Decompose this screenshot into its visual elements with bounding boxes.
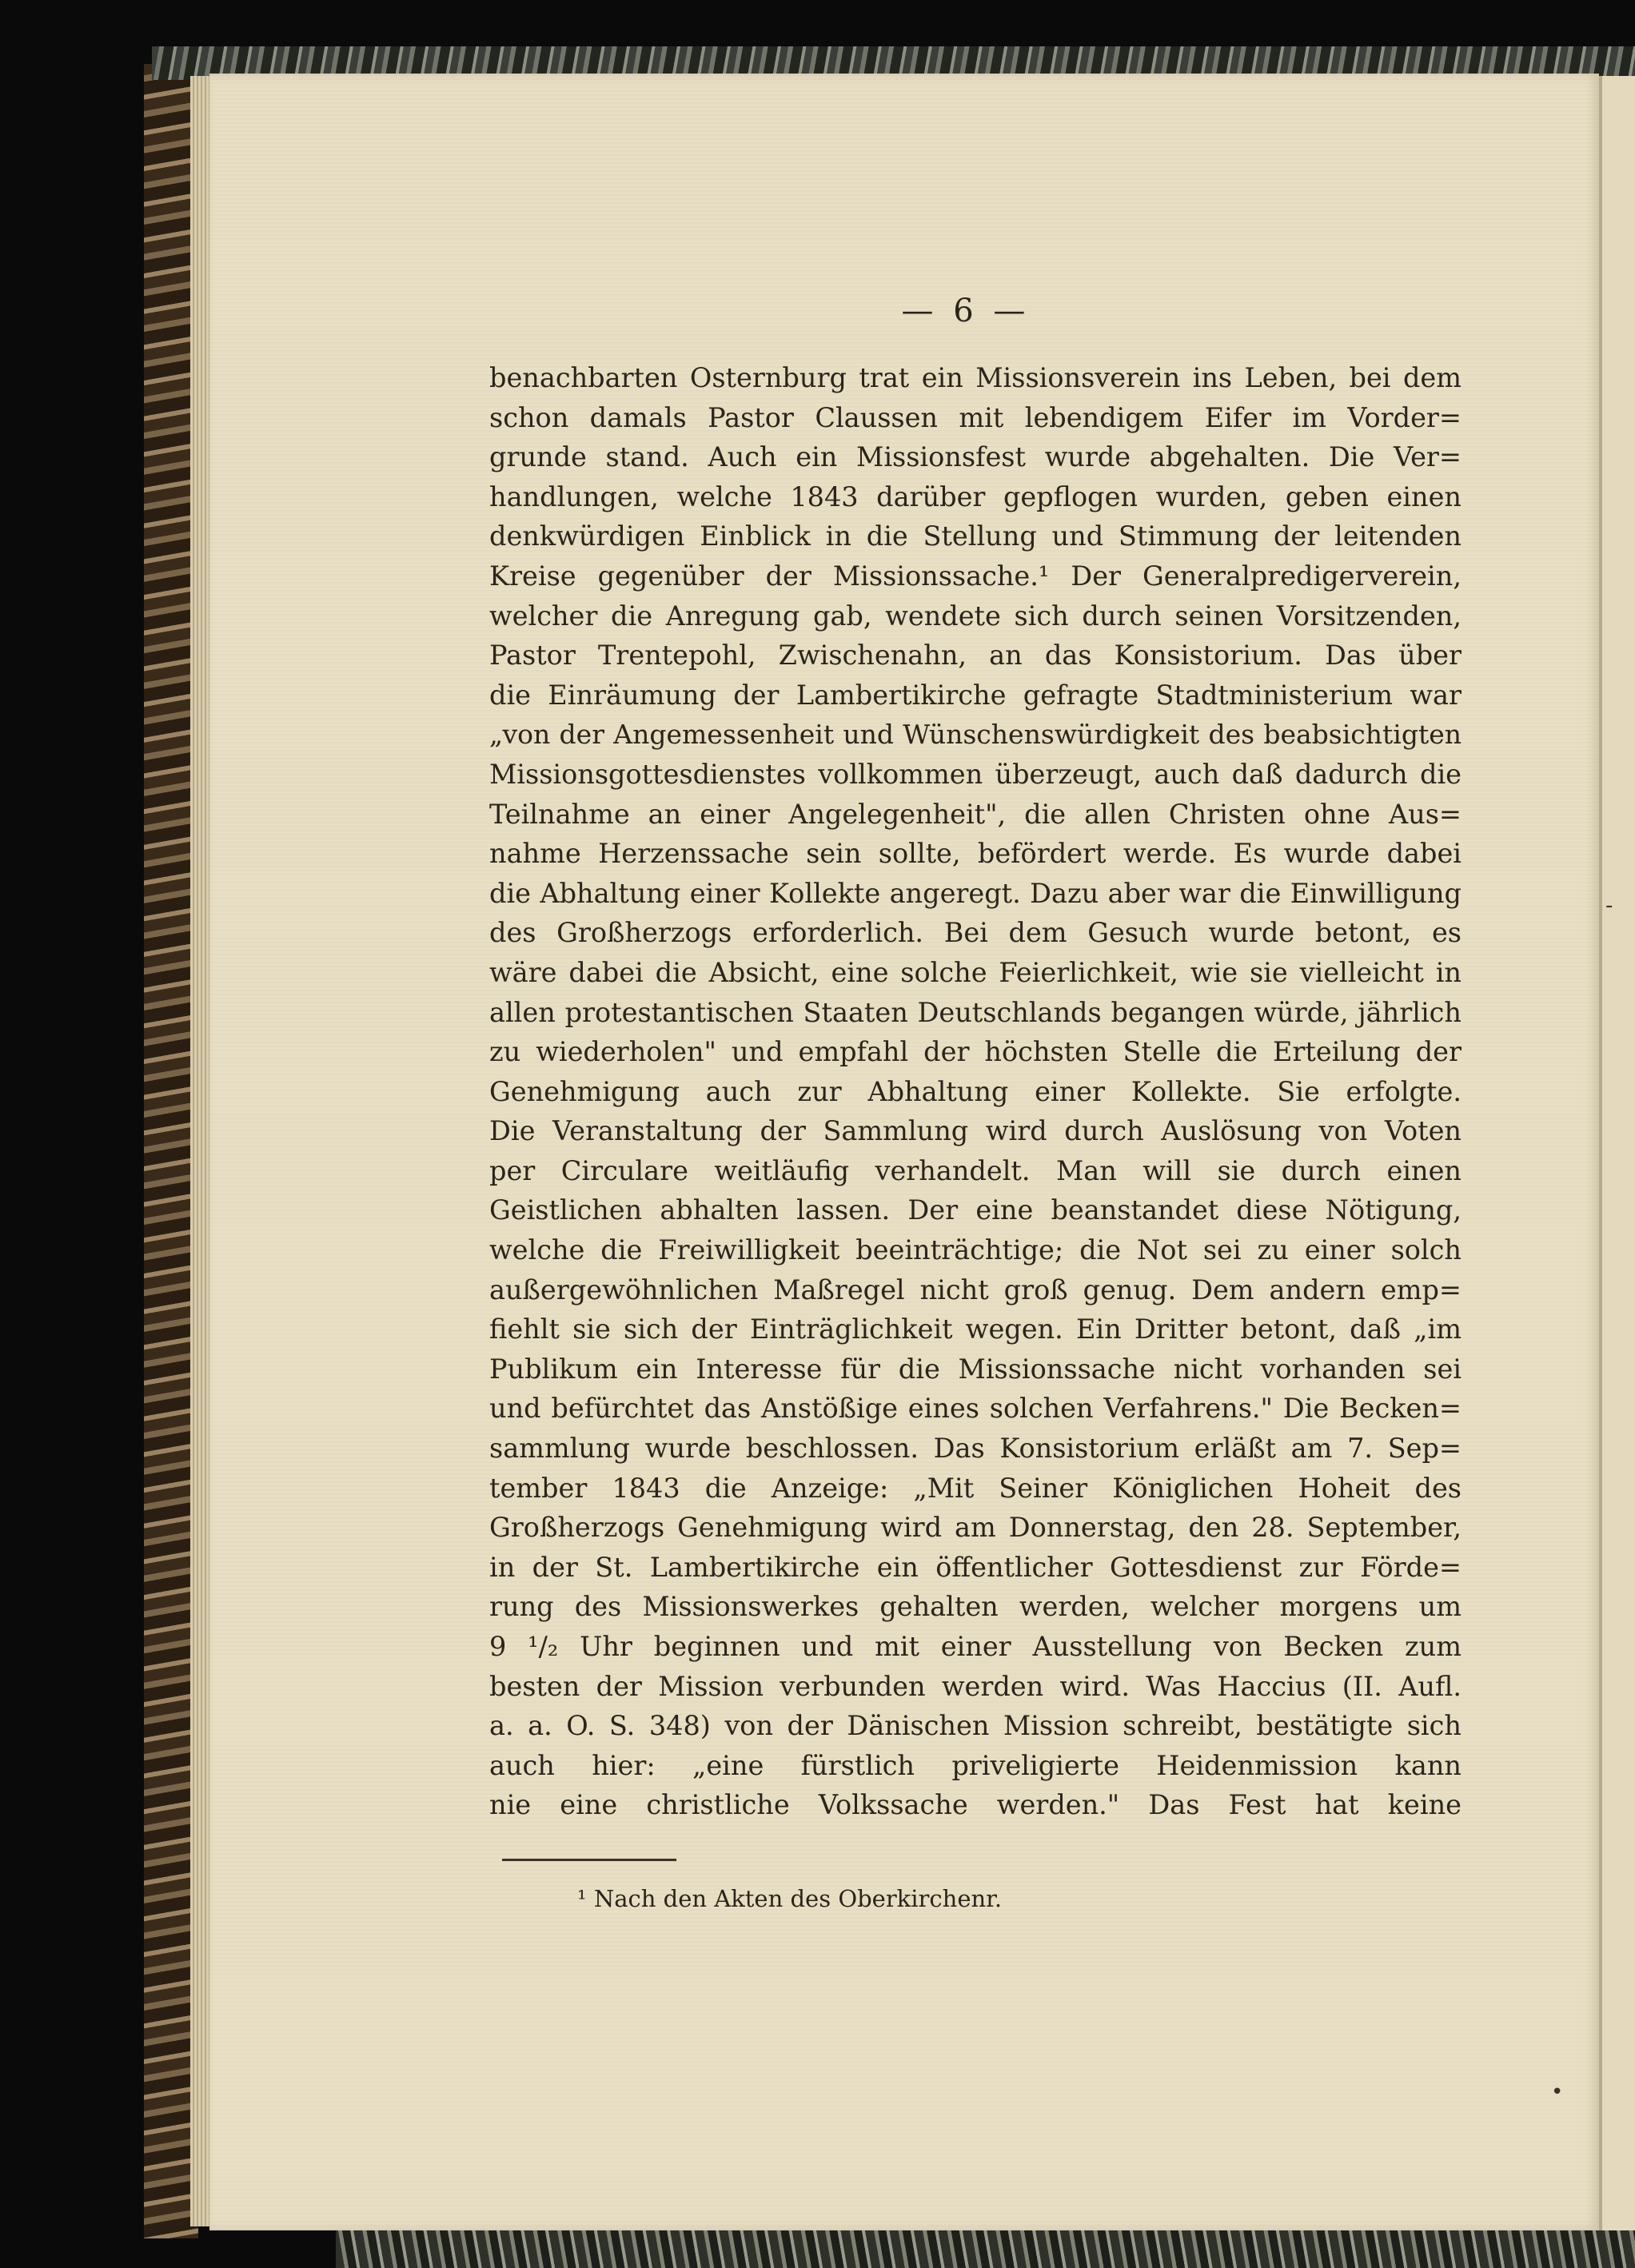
text-line: nie eine christliche Volkssache werden." Das Fest hat keine (489, 1789, 1462, 1821)
text-line: welche die Freiwilligkeit beeinträchtige; die Not sei zu einer solch (489, 1234, 1462, 1266)
text-line: und befürchtet das Anstößige eines solchen Verfahrens." Die Becken= (489, 1393, 1462, 1425)
text-line: Teilnahme an einer Angelegenheit", die allen Christen ohne Aus= (489, 798, 1462, 830)
footnote-rule (502, 1859, 676, 1861)
footnote: ¹ Nach den Akten des Oberkirchenr. (577, 1885, 1003, 1912)
text-line: welcher die Anregung gab, wendete sich durch seinen Vorsitzenden, (489, 600, 1462, 632)
text-line: sammlung wurde beschlossen. Das Konsistorium erläßt am 7. Sep= (489, 1433, 1462, 1465)
text-line: „von der Angemessenheit und Wünschenswürdigkeit des beabsichtigten (489, 719, 1462, 751)
text-line: in der St. Lambertikirche ein öffentlicher Gottesdienst zur Förde= (489, 1551, 1462, 1583)
text-line: Genehmigung auch zur Abhaltung einer Kollekte. Sie erfolgte. (489, 1075, 1462, 1107)
page-number: — 6 — (901, 293, 1031, 329)
text-line: fiehlt sie sich der Einträglichkeit wegen. Ein Dritter betont, daß „im (489, 1313, 1462, 1345)
text-line: 9 ¹/₂ Uhr beginnen und mit einer Ausstellung von Becken zum (489, 1631, 1462, 1662)
text-line: besten der Mission verbunden werden wird. Was Haccius (II. Aufl. (489, 1670, 1462, 1702)
next-page-edge (1597, 76, 1635, 2230)
text-line: des Großherzogs erforderlich. Bei dem Gesuch wurde betont, es (489, 917, 1462, 949)
text-line: die Einräumung der Lambertikirche gefragte Stadtministerium war (489, 679, 1462, 711)
text-line: denkwürdigen Einblick in die Stellung und Stimmung der leitenden (489, 520, 1462, 552)
text-line: schon damals Pastor Claussen mit lebendigem Eifer im Vorder= (489, 401, 1462, 433)
text-line: Kreise gegenüber der Missionssache.¹ Der Generalpredigerverein, (489, 560, 1462, 592)
text-line: a. a. O. S. 348) von der Dänischen Mission schreibt, bestätigte sich (489, 1710, 1462, 1742)
text-line: Missionsgottesdienstes vollkommen überzeugt, auch daß dadurch die (489, 758, 1462, 790)
text-line: außergewöhnlichen Maßregel nicht groß genug. Dem andern emp= (489, 1274, 1462, 1305)
text-line: allen protestantischen Staaten Deutschlands begangen würde, jährlich (489, 996, 1462, 1028)
text-line: Publikum ein Interesse für die Missionssache nicht vorhanden sei (489, 1353, 1462, 1385)
body-text (489, 358, 1462, 1825)
text-line: benachbarten Osternburg trat ein Missionsverein ins Leben, bei dem (489, 362, 1462, 393)
text-line: Geistlichen abhalten lassen. Der eine beanstandet diese Nötigung, (489, 1194, 1462, 1226)
marbled-cover-bottom (336, 2230, 1635, 2268)
text-line: auch hier: „eine fürstlich priveligierte Heidenmission kann (489, 1749, 1462, 1781)
text-line: Pastor Trentepohl, Zwischenahn, an das Konsistorium. Das über (489, 640, 1462, 672)
text-line: Die Veranstaltung der Sammlung wird durch Auslösung von Voten (489, 1115, 1462, 1147)
text-line: zu wiederholen" und empfahl der höchsten Stelle die Erteilung der (489, 1036, 1462, 1068)
text-line: nahme Herzenssache sein sollte, befördert werde. Es wurde dabei (489, 838, 1462, 870)
text-line: die Abhaltung einer Kollekte angeregt. Dazu aber war die Einwilligung (489, 877, 1462, 909)
text-line: handlungen, welche 1843 darüber gepflogen wurden, geben einen (489, 480, 1462, 512)
text-line: per Circulare weitläufig verhandelt. Man will sie durch einen (489, 1154, 1462, 1186)
text-line: grunde stand. Auch ein Missionsfest wurde abgehalten. Die Ver= (489, 441, 1462, 473)
margin-dot-mark: • (1551, 2080, 1564, 2104)
text-line: rung des Missionswerkes gehalten werden, welcher morgens um (489, 1591, 1462, 1623)
text-line: Großherzogs Genehmigung wird am Donnerstag, den 28. September, (489, 1512, 1462, 1544)
text-line: wäre dabei die Absicht, eine solche Feierlichkeit, wie sie vielleicht in (489, 956, 1462, 988)
margin-tick-mark: - (1605, 894, 1613, 918)
text-line: tember 1843 die Anzeige: „Mit Seiner Königlichen Hoheit des (489, 1472, 1462, 1504)
